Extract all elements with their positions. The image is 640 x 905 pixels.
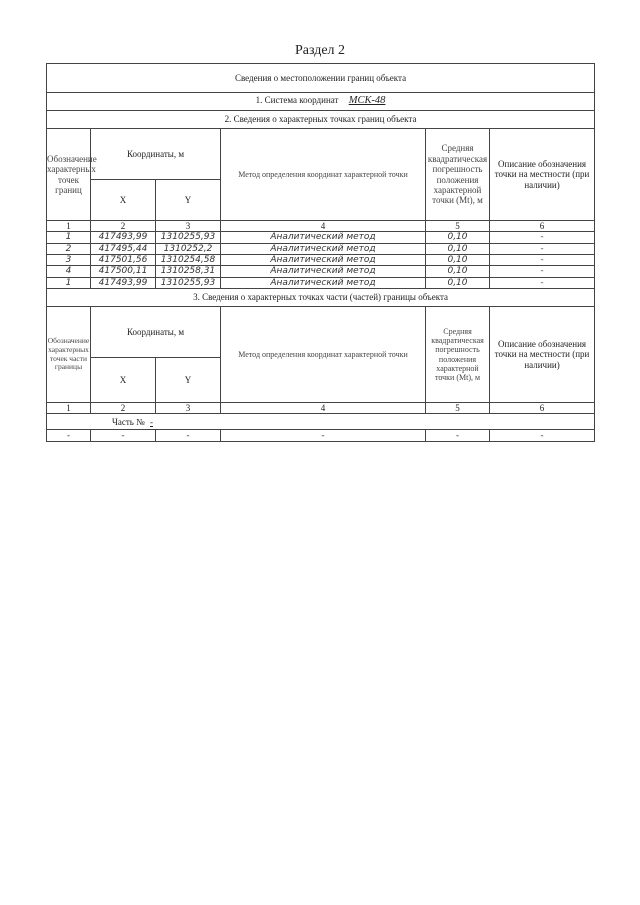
part-label: Часть № (112, 416, 145, 427)
point-id: 1 (47, 277, 91, 288)
coord-y: 1310258,31 (156, 266, 221, 277)
section2-title-row (47, 289, 595, 307)
coord-x: 417493,99 (91, 277, 156, 288)
point-id: 2 (47, 243, 91, 254)
description: - (490, 243, 595, 254)
column-number: 1 (47, 221, 91, 232)
description: - (490, 255, 595, 266)
section1-column-numbers (47, 221, 595, 232)
column-number: 2 (91, 221, 156, 232)
header-x: X (91, 180, 156, 221)
header-method: Метод определения координат характерной точки (221, 129, 426, 221)
section1-title-row (47, 111, 595, 129)
error: 0,10 (426, 277, 490, 288)
error: - (426, 430, 490, 441)
column-number: 4 (221, 403, 426, 414)
column-number: 5 (426, 221, 490, 232)
boundaries-table (46, 63, 595, 442)
error: 0,10 (426, 232, 490, 243)
coord-y: 1310255,93 (156, 232, 221, 243)
method: Аналитический метод (221, 243, 426, 254)
header-error: Средняя квадратическая погрешность положения характерной точки (Mt), м (426, 129, 490, 221)
header-desc: Описание обозначения точки на местности (при наличии) (490, 129, 595, 221)
point-id: 3 (47, 255, 91, 266)
header-coords: Координаты, м (91, 307, 221, 358)
point-id: - (47, 430, 91, 441)
coord-x: 417501,56 (91, 255, 156, 266)
description: - (490, 430, 595, 441)
method: Аналитический метод (221, 277, 426, 288)
column-number: 2 (91, 403, 156, 414)
table-row (47, 243, 595, 254)
coord-y: 1310252,2 (156, 243, 221, 254)
table-row (47, 430, 595, 441)
coord-system-label: 1. Система координат (255, 95, 339, 106)
coord-y: 1310254,58 (156, 255, 221, 266)
coord-y: 1310255,93 (156, 277, 221, 288)
description: - (490, 266, 595, 277)
column-number: 5 (426, 403, 490, 414)
method: Аналитический метод (221, 266, 426, 277)
header-error: Средняя квадратическая погрешность положения характерной точки (Mt), м (426, 307, 490, 403)
coord-x: 417493,99 (91, 232, 156, 243)
header-y: Y (156, 180, 221, 221)
section1-header-row (47, 129, 595, 180)
column-number: 6 (490, 403, 595, 414)
header-y: Y (156, 358, 221, 403)
method: Аналитический метод (221, 255, 426, 266)
section2-header-row (47, 307, 595, 358)
part-number: - (149, 416, 153, 427)
table-title: Сведения о местоположении границ объекта (47, 64, 595, 93)
coord-system-row (47, 93, 595, 111)
column-number: 6 (490, 221, 595, 232)
column-number: 4 (221, 221, 426, 232)
table-row (47, 255, 595, 266)
table-row (47, 232, 595, 243)
header-desc: Описание обозначения точки на местности (при наличии) (490, 307, 595, 403)
method: Аналитический метод (221, 232, 426, 243)
coord-system-value: МСК-48 (348, 95, 386, 107)
header-coords: Координаты, м (91, 129, 221, 180)
header-x: X (91, 358, 156, 403)
coord-x: 417500,11 (91, 266, 156, 277)
section1-title: 2. Сведения о характерных точках границ объекта (47, 111, 595, 129)
coord-x: - (91, 430, 156, 441)
method: - (221, 430, 426, 441)
table-row (47, 266, 595, 277)
error: 0,10 (426, 243, 490, 254)
section2-column-numbers (47, 403, 595, 414)
section-title: Раздел 2 (294, 43, 346, 58)
description: - (490, 232, 595, 243)
error: 0,10 (426, 266, 490, 277)
column-number: 3 (156, 221, 221, 232)
description: - (490, 277, 595, 288)
header-point: Обозначение характерных точек части границы (47, 307, 91, 403)
point-id: 4 (47, 266, 91, 277)
column-number: 3 (156, 403, 221, 414)
section2-title: 3. Сведения о характерных точках части (частей) границы объекта (47, 289, 595, 307)
header-method: Метод определения координат характерной точки (221, 307, 426, 403)
column-number: 1 (47, 403, 91, 414)
coord-x: 417495,44 (91, 243, 156, 254)
point-id: 1 (47, 232, 91, 243)
error: 0,10 (426, 255, 490, 266)
header-point: Обозначение характерных точек границ (47, 129, 91, 221)
table-row (47, 277, 595, 288)
part-row (47, 414, 595, 430)
table-title-row (47, 64, 595, 93)
coord-y: - (156, 430, 221, 441)
